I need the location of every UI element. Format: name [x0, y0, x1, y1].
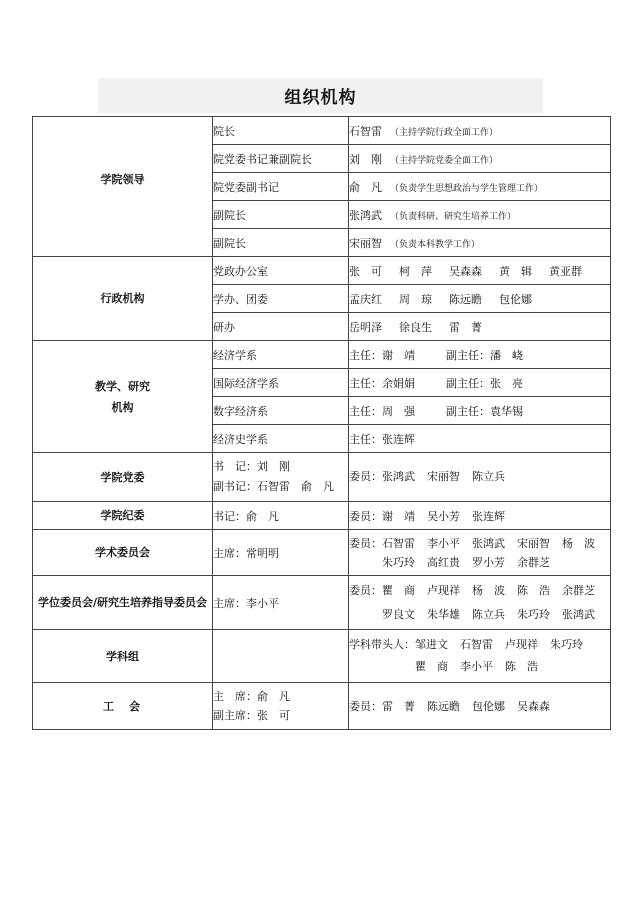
staff-cell: [349, 313, 611, 341]
director: 主任：余娟娟: [349, 376, 415, 390]
organization-table: [32, 116, 611, 730]
leaders-cell: [213, 576, 349, 630]
section-label-teaching: [33, 341, 213, 453]
member-name: 雷 菁: [449, 320, 482, 334]
leader-line: 书记：俞 凡: [213, 509, 279, 523]
leaders-cell: [213, 502, 349, 530]
member-name: 瞿 商: [382, 583, 415, 597]
deputy-director: 副主任：袁华锡: [446, 404, 523, 418]
member-list: [349, 698, 610, 714]
members-cell: [349, 630, 611, 683]
table-row: [33, 530, 611, 576]
member-list: [349, 508, 610, 524]
role-cell: 院党委副书记: [213, 173, 349, 201]
section-label-degree-committee: 学位委员会/研究生培养指导委员会: [33, 576, 213, 630]
member-list: [349, 319, 610, 335]
leader-duty-note: （负责学生思想政治与学生管理工作）: [390, 183, 544, 194]
department-cell: 经济学系: [213, 341, 349, 369]
leader-entry: [349, 123, 610, 139]
members-cell: [349, 502, 611, 530]
leaders-cell: [213, 453, 349, 502]
leader-line: 主 席：俞 凡: [213, 690, 290, 703]
department-heads: [349, 431, 610, 447]
leader-duty-note: （主持学院行政全面工作）: [390, 127, 499, 138]
member-name: 高红贵: [427, 555, 460, 569]
members-cell: [349, 576, 611, 630]
member-name: 陈远瞻: [449, 292, 482, 306]
member-names: [382, 579, 610, 627]
member-name: 雷 菁: [382, 700, 415, 713]
member-name: 黄亚群: [549, 264, 582, 278]
member-name: 宋丽智: [427, 470, 460, 483]
table-row: [33, 630, 611, 683]
role-cell: 副院长: [213, 201, 349, 229]
leader-cell: [349, 201, 611, 229]
member-name: 陈 浩: [505, 660, 538, 673]
member-name: 张鸿武: [382, 470, 415, 483]
member-name: 卢现祥: [505, 638, 538, 651]
member-name: 孟庆红: [349, 292, 382, 306]
leader-name: 刘 刚: [349, 152, 382, 166]
member-name: 罗良文: [382, 607, 415, 621]
leader-entry: [349, 151, 610, 167]
member-name: 包伦娜: [472, 700, 505, 713]
members-label: 委员：: [349, 509, 382, 523]
member-name: 包伦娜: [499, 292, 532, 306]
leader-entry: [349, 179, 610, 195]
member-name: 余群芝: [517, 555, 550, 569]
leaders-cell: [213, 683, 349, 730]
staff-cell: [349, 257, 611, 285]
department-heads: [349, 375, 610, 391]
member-name: 杨 波: [562, 536, 595, 550]
members-label: 委员：: [349, 700, 382, 713]
table-row: [33, 117, 611, 145]
member-name: 陈远瞻: [427, 700, 460, 713]
department-heads-cell: [349, 341, 611, 369]
members-label: 委员：: [349, 536, 382, 550]
leader-duty-note: （主持学院党委全面工作）: [390, 155, 499, 166]
member-name: 张鸿武: [472, 536, 505, 550]
section-label-administration: 行政机构: [33, 257, 213, 341]
leader-name: 宋丽智: [349, 236, 382, 250]
member-name: 余群芝: [562, 583, 595, 597]
member-names: [382, 508, 610, 524]
member-name: 黄 辑: [499, 264, 532, 278]
member-name: 陈立兵: [472, 607, 505, 621]
leader-line: 副书记：石智雷 俞 凡: [213, 480, 334, 493]
department-heads-cell: [349, 425, 611, 453]
director: 主任：张连辉: [349, 432, 415, 446]
member-name: 陈 浩: [517, 583, 550, 597]
table-row: [33, 576, 611, 630]
member-list: [349, 263, 610, 279]
member-list: [349, 534, 610, 572]
deputy-director: 副主任：张 亮: [446, 376, 523, 390]
leader-duty-note: （负责科研、研究生培养工作）: [390, 211, 517, 222]
member-name: 朱巧玲: [517, 607, 550, 621]
department-cell: 数字经济系: [213, 397, 349, 425]
member-name: 徐良生: [399, 320, 432, 334]
member-name: 宋丽智: [517, 536, 550, 550]
member-name: 石智雷: [382, 536, 415, 550]
leaders-cell: [213, 530, 349, 576]
table-row: [33, 502, 611, 530]
leader-cell: [349, 229, 611, 257]
members-label: 委员：: [349, 470, 382, 483]
member-name: 陈立兵: [472, 470, 505, 483]
department-cell: 国际经济学系: [213, 369, 349, 397]
section-label-academic-committee: 学术委员会: [33, 530, 213, 576]
member-name: 李小平: [460, 660, 493, 673]
member-name: 朱巧玲: [382, 555, 415, 569]
table-row: [33, 341, 611, 369]
member-names: [415, 634, 610, 678]
deputy-director: 副主任：潘 峣: [446, 348, 523, 362]
member-name: 岳明泽: [349, 320, 382, 334]
members-label: 委员：: [349, 583, 382, 597]
section-label-party-committee: 学院党委: [33, 453, 213, 502]
member-name: 吴小芳: [427, 509, 460, 523]
department-heads-cell: [349, 369, 611, 397]
member-names: [382, 534, 610, 572]
title-bar: [98, 78, 543, 113]
section-label-discipline-committee: 学院纪委: [33, 502, 213, 530]
member-names: [382, 698, 610, 714]
department-cell: 经济史学系: [213, 425, 349, 453]
member-name: 杨 波: [472, 583, 505, 597]
role-cell: 副院长: [213, 229, 349, 257]
member-name: 周 琼: [399, 292, 432, 306]
member-name: 朱巧玲: [550, 638, 583, 651]
unit-cell: 研办: [213, 313, 349, 341]
members-label: 学科带头人：: [349, 638, 415, 651]
leader-line: 主席：李小平: [213, 596, 279, 610]
member-name: 卢现祥: [427, 583, 460, 597]
member-name: 瞿 商: [415, 660, 448, 673]
leader-line: 书 记：刘 刚: [213, 460, 290, 473]
leader-cell: [349, 145, 611, 173]
table-row: [33, 683, 611, 730]
members-cell: [349, 453, 611, 502]
member-name: 李小平: [427, 536, 460, 550]
member-name: 张连辉: [472, 509, 505, 523]
member-list: [349, 467, 610, 487]
section-label-discipline-group: 学科组: [33, 630, 213, 683]
member-name: 柯 萍: [399, 264, 432, 278]
section-label-line: 机构: [111, 400, 134, 414]
member-name: 吴森森: [449, 264, 482, 278]
member-name: 张鸿武: [562, 607, 595, 621]
section-label-leadership: 学院领导: [33, 117, 213, 257]
members-cell: [349, 683, 611, 730]
member-name: 张 可: [349, 264, 382, 278]
role-cell: 院长: [213, 117, 349, 145]
leader-cell: [349, 173, 611, 201]
leader-name: 张鸿武: [349, 208, 382, 222]
director: 主任：周 强: [349, 404, 415, 418]
director: 主任：谢 靖: [349, 348, 415, 362]
leader-name: 石智雷: [349, 124, 382, 138]
section-label-line: 教学、研究: [95, 379, 150, 393]
unit-cell: 学办、团委: [213, 285, 349, 313]
leaders-cell-empty: [213, 630, 349, 683]
leader-line: 主席：常明明: [213, 546, 279, 560]
leader-cell: [349, 117, 611, 145]
member-list: [349, 579, 610, 627]
section-label-union: 工 会: [33, 683, 213, 730]
member-names: [382, 467, 610, 487]
department-heads-cell: [349, 397, 611, 425]
member-list: [349, 634, 610, 678]
member-name: 吴森森: [517, 700, 550, 713]
member-name: 罗小芳: [472, 555, 505, 569]
member-list: [349, 291, 610, 307]
member-name: 谢 靖: [382, 509, 415, 523]
department-heads: [349, 347, 610, 363]
table-row: [33, 257, 611, 285]
leader-entry: [349, 235, 610, 251]
members-cell: [349, 530, 611, 576]
unit-cell: 党政办公室: [213, 257, 349, 285]
leader-line: 副主席：张 可: [213, 709, 290, 722]
member-name: 邹进文: [415, 638, 448, 651]
role-cell: 院党委书记兼副院长: [213, 145, 349, 173]
leader-entry: [349, 207, 610, 223]
member-name: 朱华雄: [427, 607, 460, 621]
staff-cell: [349, 285, 611, 313]
table-row: [33, 453, 611, 502]
member-name: 石智雷: [460, 638, 493, 651]
department-heads: [349, 403, 610, 419]
leader-duty-note: （负责本科教学工作）: [390, 239, 481, 250]
page-title: 组织机构: [284, 88, 357, 108]
leader-name: 俞 凡: [349, 180, 382, 194]
